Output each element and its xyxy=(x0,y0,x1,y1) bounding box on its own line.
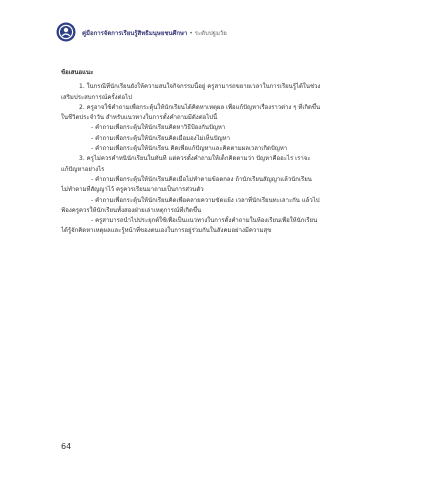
text-line: - คำถามเพื่อกระตุ้นให้นักเรียนคิดเมื่อไม่ทำตามข้อตกลง ถ้านักเรียนสัญญาแล้วนักเรียน xyxy=(91,175,312,183)
text-line: ไม่ทำตามที่สัญญาไว้ ครูควรเรียนมาถามเป็นการส่วนตัว xyxy=(61,186,204,194)
text-line: 3. ครูไม่ควรคำหนินักเรียนในทันที แต่ควรตั้งคำถามให้เด็กคิดตามว่า ปัญหาคืออะไร เราจะ xyxy=(79,155,311,163)
page-number: 64 xyxy=(61,442,72,451)
text-line: - ครูสามารถนำไปประยุกต์ใช้เพื่อเป็นแนวทางในการตั้งคำถามในห้องเรียนเพื่อให้นักเรียน xyxy=(91,217,318,225)
text-line: - คำถามเพื่อกระตุ้นให้นักเรียนคิดเพื่อคลายความขัดแย้ง เวลาที่นักเรียนทะเลาะกัน แล้วไป xyxy=(91,196,320,204)
text-line: ได้รู้จักคิดหาเหตุผลและรู้หน้าที่ของตนเองในการอยู่ร่วมกันในสังคมอย่างมีความสุข xyxy=(61,227,272,235)
section-heading: ข้อเสนอแนะ xyxy=(61,69,94,76)
header-text xyxy=(82,28,227,38)
text-line: ในชีวิตประจำวัน สำหรับแนวทางในการตั้งคำถามมีดังต่อไปนี้ xyxy=(61,114,218,122)
text-line: 2. ครูอาจใช้คำถามเพื่อกระตุ้นให้นักเรียนได้คิดหาเหตุผล เพื่อแก้ปัญหาเรื่องราวต่าง ๆ ที่เกิดขึ้น xyxy=(79,103,321,111)
page-content xyxy=(61,68,367,237)
header-title: คู่มือการจัดการเรียนรู้สิทธิมนุษยชนศึกษา xyxy=(82,30,188,37)
page-header xyxy=(56,22,396,44)
header-subtitle: ระดับปฐมวัย xyxy=(194,30,227,37)
text-line: เสริมประสบการณ์ครั้งต่อไป xyxy=(61,93,132,101)
text-line: ฟ้องครูควรให้นักเรียนทั้งสองฝ่ายเล่าเหตุการณ์ที่เกิดขึ้น xyxy=(61,206,202,214)
text-line: - คำถามเพื่อกระตุ้นให้นักเรียนคิดเมื่อมองไม่เห็นปัญหา xyxy=(91,134,230,142)
organization-logo xyxy=(56,22,76,42)
text-line: แก้ปัญหาอย่างไร xyxy=(61,165,105,173)
text-line: - คำถามเพื่อกระตุ้นให้นักเรียน คิดเพื่อแก้ปัญหาและคิดตามผลเวลาเกิดปัญหา xyxy=(91,145,288,153)
text-line: - คำถามเพื่อกระตุ้นให้นักเรียนคิดหาวิธีป้องกันปัญหา xyxy=(91,124,226,132)
header-separator: • xyxy=(189,30,193,37)
text-line: 1. ในกรณีที่นักเรียนยังให้ความสนใจกิจกรรมนี้อยู่ ครูสามารถขยายเวลาในการเรียนรู้ได้ในช่วง xyxy=(79,83,321,91)
